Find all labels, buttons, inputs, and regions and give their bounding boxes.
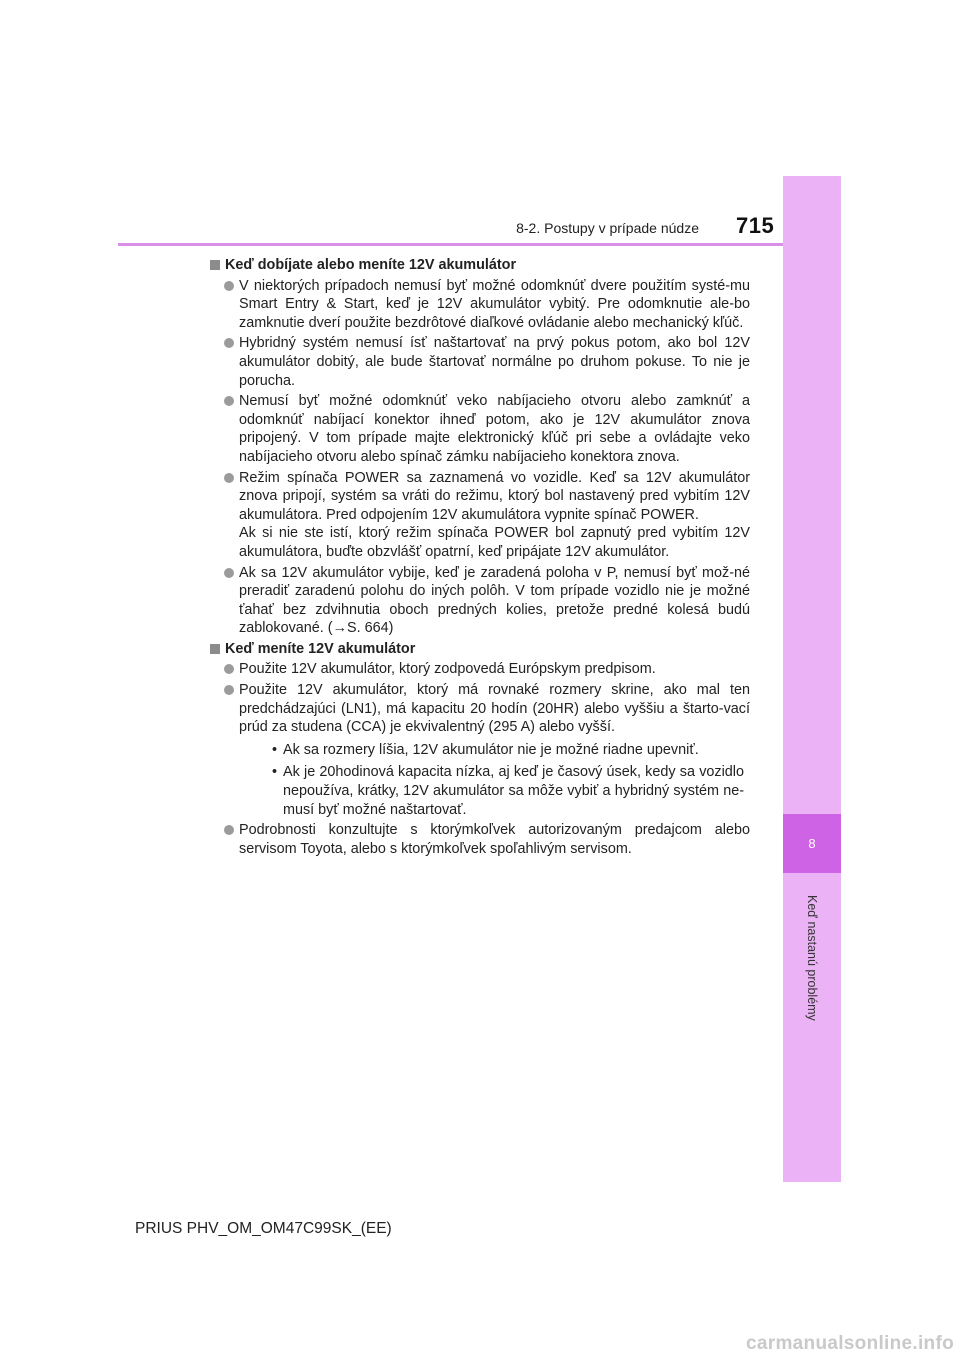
list-item: Nemusí byť možné odomknúť veko nabíjacieho otvoru alebo zamknúť a odomknúť nabíjací konektor ihneď potom, ako je 12V akumulátor znova pripojený. V tom prípade majte elektronický kľúč pri sebe a ovládajte veko nabíjacieho otvoru alebo spínač zámku nabíjacieho konektora znova. [210, 392, 750, 466]
list-item: Použite 12V akumulátor, ktorý zodpovedá Európskym predpisom. [210, 660, 750, 679]
circle-bullet-icon [224, 568, 234, 578]
chapter-title-tab [783, 883, 841, 1033]
list-item: V niektorých prípadoch nemusí byť možné odomknúť dvere použitím systé-mu Smart Entry & Start, keď je 12V akumulátor vybitý. Pre odomknutie ale-bo zamknutie dverí použite bezdrôtové diaľkové ovládanie alebo mechanický kľúč. [210, 277, 750, 333]
circle-bullet-icon [224, 473, 234, 483]
list-item: Hybridný systém nemusí ísť naštartovať na prvý pokus potom, ako bol 12V akumulátor dobitý, ale bude štartovať normálne po druhom pokuse. To nie je porucha. [210, 334, 750, 390]
document-code: PRIUS PHV_OM_OM47C99SK_(EE) [135, 1220, 392, 1237]
circle-bullet-icon [224, 825, 234, 835]
list-item: Ak sa 12V akumulátor vybije, keď je zaradená poloha v P, nemusí byť mož-né preradiť zaradenú polohu do iných polôh. V tom prípade vozidlo nie je možné ťahať bez zdvihnutia oboch predných kolies, pretože predné kolesá budú zablokované. (→S. 664) [210, 564, 750, 638]
list-item: Režim spínača POWER sa zaznamená vo vozidle. Keď sa 12V akumulátor znova pripojí, systém sa vráti do režimu, ktorý bol nastavený pred vybitím 12V akumulátora. Pred odpojením 12V akumulátora vypnite spínač POWER. Ak si nie ste istí, ktorý režim spínača POWER bol zapnutý pred vybitím 12V akumulátora, buďte obzvlášť opatrní, keď pripájate 12V akumulátor. [210, 469, 750, 562]
page-number: 715 [736, 213, 775, 238]
square-bullet-icon [210, 260, 220, 270]
header-divider [118, 243, 783, 246]
section-heading: Keď dobíjate alebo meníte 12V akumulátor [210, 256, 750, 275]
sub-list-item: • Ak je 20hodinová kapacita nízka, aj keď je časový úsek, kedy sa vozidlo nepoužíva, krátky, 12V akumulátor sa môže vybiť a hybridný systém ne-musí byť možné naštartovať. [272, 764, 744, 818]
section-title: 8-2. Postupy v prípade núdze [516, 220, 699, 236]
circle-bullet-icon [224, 396, 234, 406]
sub-list-item: • Ak sa rozmery líšia, 12V akumulátor nie je možné riadne upevniť. [272, 741, 699, 758]
circle-bullet-icon [224, 664, 234, 674]
watermark: carmanualsonline.info [746, 1333, 954, 1354]
chapter-number-tab[interactable]: 8 [783, 814, 841, 873]
section-heading: Keď meníte 12V akumulátor [210, 640, 750, 659]
chapter-title: Keď nastanú problémy [805, 895, 819, 1021]
list-item: Podrobnosti konzultujte s ktorýmkoľvek autorizovaným predajcom alebo servisom Toyota, alebo s ktorýmkoľvek spoľahlivým servisom. [210, 821, 750, 858]
circle-bullet-icon [224, 281, 234, 291]
square-bullet-icon [210, 644, 220, 654]
page-content [210, 254, 750, 860]
circle-bullet-icon [224, 338, 234, 348]
circle-bullet-icon [224, 685, 234, 695]
list-item: Použite 12V akumulátor, ktorý má rovnaké rozmery skrine, ako mal ten predchádzajúci (LN1), má kapacitu 20 hodín (20HR) alebo vyššiu a štarto-vací prúd za studena (CCA) je ekvivalentný (295 A) alebo vyšší. • Ak sa rozmery líšia, 12V akumulátor nie je možné riadne upevniť. • Ak je 20hodinová kapacita nízka, aj keď je časový úsek, kedy sa vozidlo nepoužíva, krátky, 12V akumulátor sa môže vybiť a hybridný systém ne-musí byť možné naštartovať. [210, 681, 750, 819]
